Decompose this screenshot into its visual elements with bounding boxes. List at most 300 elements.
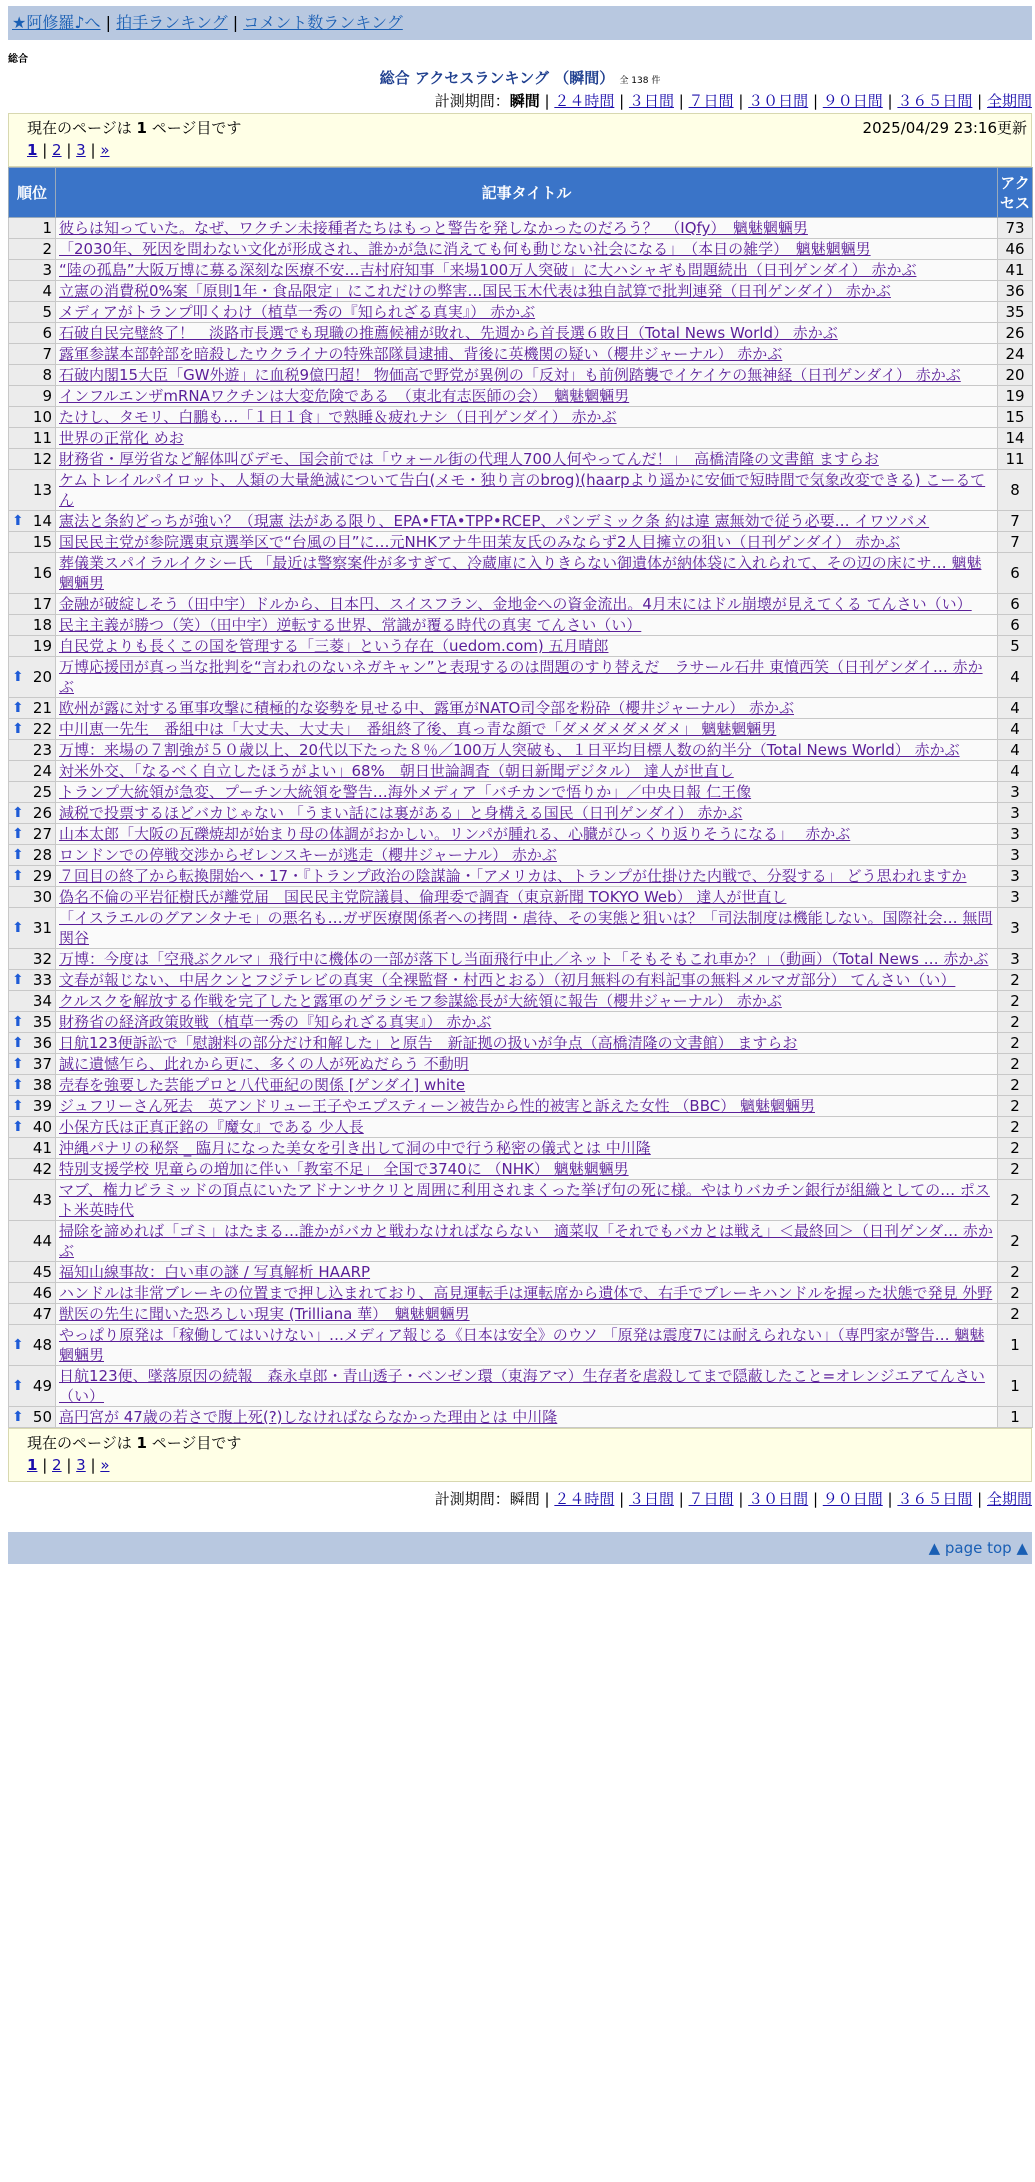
access-count: 2 — [998, 1221, 1033, 1262]
rank-cell — [9, 1366, 56, 1407]
rank-cell — [9, 657, 56, 698]
ranking-title-main: 総合 アクセスランキング （瞬間） — [379, 69, 615, 87]
article-link[interactable]: 露軍参謀本部幹部を暗殺したウクライナの特殊部隊員逮捕、背後に英機関の疑い（櫻井ジャーナル） 赤かぶ — [59, 345, 783, 363]
article-link[interactable]: 万博：来場の７割強が５０歳以上、20代以下たった８％／100万人突破も、１日平均目標人数の約半分（Total News World） 赤かぶ — [59, 741, 960, 759]
title-cell — [56, 740, 998, 761]
rank-cell — [9, 323, 56, 344]
home-link[interactable]: ★阿修羅♪へ — [12, 13, 101, 32]
rank-number: 10 — [32, 408, 52, 426]
period-link-6[interactable]: 全期間 — [986, 92, 1032, 110]
rank-number: 50 — [32, 1408, 52, 1426]
rank-number: 28 — [32, 846, 52, 864]
article-link[interactable]: マブ、権力ピラミッドの頂点にいたアドナンサクリと周囲に利用されまくった挙げ句の死に様。やはりバカチン銀行が組織としての… ポスト米英時代 — [59, 1181, 990, 1219]
rank-number: 14 — [32, 512, 52, 530]
article-link[interactable]: 日航123便、墜落原因の続報 森永卓郎・青山透子・ベンゼン環（東海アマ）生存者を虐殺してまで隠蔽したこと=オレンジエアてんさい（い） — [59, 1367, 985, 1405]
period-selector-bottom: 計測期間：瞬間 | ２４時間 | ３日間 | ７日間 | ３０日間 | ９０日間 | ３６５日間 | 全期間 — [434, 1490, 1032, 1508]
title-cell — [56, 866, 998, 887]
table-row — [9, 1117, 1033, 1138]
title-cell — [56, 323, 998, 344]
access-count: 36 — [998, 281, 1033, 302]
access-count: 2 — [998, 1138, 1033, 1159]
title-cell — [56, 615, 998, 636]
rank-up-icon: ⬆ — [12, 721, 24, 737]
col-count-header: アクセス — [998, 168, 1033, 218]
rank-cell — [9, 1221, 56, 1262]
rank-number: 47 — [32, 1305, 52, 1323]
rank-number: 12 — [32, 450, 52, 468]
table-row — [9, 1096, 1033, 1117]
page-info-bottom — [8, 1428, 1032, 1482]
article-link[interactable]: 掃除を諦めれば「ゴミ」はたまる…誰かがバカと戦わなければならない 適菜収「それでもバカとは戦え」＜最終回＞（日刊ゲンダ… 赤かぶ — [59, 1222, 993, 1260]
access-count: 19 — [998, 386, 1033, 407]
title-cell — [56, 1283, 998, 1304]
rank-cell — [9, 1283, 56, 1304]
article-link[interactable]: 石破内閣15大臣「GW外遊」に血税9億円超！ 物価高で野党が異例の「反対」も前例踏襲でイケイケの無神経（日刊ゲンダイ） 赤かぶ — [59, 366, 961, 384]
article-link[interactable]: クルスクを解放する作戦を完了したと露軍のゲラシモフ参謀総長が大統領に報告（櫻井ジャーナル） 赤かぶ — [59, 992, 782, 1010]
article-link[interactable]: 財務省・厚労省など解体叫びデモ、国会前では「ウォール街の代理人700人何やってんだ！」 高橋清隆の文書館 ますらお — [59, 450, 879, 468]
access-count: 6 — [998, 553, 1033, 594]
title-cell — [56, 1096, 998, 1117]
rank-number: 21 — [32, 699, 52, 717]
title-cell — [56, 281, 998, 302]
rank-cell — [9, 887, 56, 908]
article-link[interactable]: たけし、タモリ、白鵬も…「１日１食」で熟睡＆疲れナシ（日刊ゲンダイ） 赤かぶ — [59, 408, 617, 426]
page-status-num: 1 — [136, 1434, 147, 1452]
article-link[interactable]: 民主主義が勝つ（笑）（田中宇）逆転する世界、常識が覆る時代の真実 てんさい（い） — [59, 616, 642, 634]
page-link-2[interactable]: 2 — [52, 1456, 62, 1474]
page-top-link[interactable]: ▲ page top ▲ — [928, 1539, 1028, 1557]
access-count: 4 — [998, 761, 1033, 782]
access-count: 3 — [998, 949, 1033, 970]
page-next-link[interactable]: » — [100, 141, 110, 159]
article-link[interactable]: メディアがトランプ叩くわけ（植草一秀の『知られざる真実』） 赤かぶ — [59, 303, 536, 321]
rank-cell — [9, 1325, 56, 1366]
updated-time: 2025/04/29 23:16更新 — [862, 119, 1027, 137]
article-link[interactable]: 日航123便訴訟で「慰謝料の部分だけ和解した」と原告 新証拠の扱いが争点（高橋清隆の文書館） ますらお — [59, 1034, 798, 1052]
rank-number: 35 — [32, 1013, 52, 1031]
rank-cell — [9, 845, 56, 866]
rank-up-icon: ⬆ — [12, 1337, 24, 1353]
rank-number: 43 — [32, 1191, 52, 1209]
article-link[interactable]: 売春を強要した芸能プロと八代亜紀の関係 [ゲンダイ] white — [59, 1076, 466, 1094]
rank-number: 46 — [32, 1284, 52, 1302]
rank-cell — [9, 1033, 56, 1054]
period-link-4[interactable]: ９０日間 — [822, 92, 883, 110]
title-cell — [56, 407, 998, 428]
title-cell — [56, 824, 998, 845]
period-link-4[interactable]: ９０日間 — [822, 1490, 883, 1508]
rank-number: 36 — [32, 1034, 52, 1052]
rank-number: 44 — [32, 1232, 52, 1250]
period-link-2[interactable]: ７日間 — [688, 92, 734, 110]
clap-ranking-link[interactable]: 拍手ランキング — [116, 13, 228, 32]
article-link[interactable]: 減税で投票するほどバカじゃない 「うまい話には裏がある」と身構える国民（日刊ゲンダイ） 赤かぶ — [59, 804, 743, 822]
rank-up-icon: ⬆ — [12, 1077, 24, 1093]
ranking-body — [9, 218, 1033, 1428]
rank-cell — [9, 302, 56, 323]
article-link[interactable]: 特別支援学校 児童らの増加に伴い「教室不足」 全国で3740に （NHK） 魑魅魍魎男 — [59, 1160, 629, 1178]
access-count: 4 — [998, 698, 1033, 719]
rank-cell — [9, 386, 56, 407]
rank-cell — [9, 782, 56, 803]
access-count: 4 — [998, 657, 1033, 698]
access-count: 2 — [998, 1096, 1033, 1117]
title-cell — [56, 657, 998, 698]
title-cell — [56, 553, 998, 594]
rank-cell — [9, 970, 56, 991]
ranking-table — [8, 167, 1033, 1428]
rank-cell — [9, 365, 56, 386]
period-link-5[interactable]: ３６５日間 — [897, 92, 973, 110]
rank-number: 2 — [42, 240, 52, 258]
access-count: 3 — [998, 803, 1033, 824]
access-count: 11 — [998, 449, 1033, 470]
article-link[interactable]: 万博：今度は「空飛ぶクルマ」飛行中に機体の一部が落下し当面飛行中止／ネット「そもそもこれ車か？」（動画）（Total News … 赤かぶ — [59, 950, 989, 968]
period-current: 瞬間 — [509, 92, 540, 110]
rank-cell — [9, 1012, 56, 1033]
rank-up-icon: ⬆ — [12, 920, 24, 936]
period-link-5[interactable]: ３６５日間 — [897, 1490, 973, 1508]
rank-cell — [9, 1117, 56, 1138]
rank-number: 20 — [32, 668, 52, 686]
pagination: 1 | 2 | 3 | » — [27, 141, 110, 159]
title-cell — [56, 470, 998, 511]
article-link[interactable]: インフルエンザmRNAワクチンは大変危険である （東北有志医師の会） 魑魅魍魎男 — [59, 387, 630, 405]
page-status-post: ページ目です — [146, 1434, 242, 1452]
article-link[interactable]: 自民党よりも長くこの国を管理する「三菱」という存在（uedom.com) 五月晴郎 — [59, 637, 609, 655]
page-status-post: ページ目です — [146, 119, 242, 137]
title-cell — [56, 803, 998, 824]
period-link-3[interactable]: ３０日間 — [748, 1490, 809, 1508]
table-row — [9, 260, 1033, 281]
article-link[interactable]: 石破自民完璧終了！ 淡路市長選でも現職の推薦候補が敗れ、先週から首長選６敗目（Total News World） 赤かぶ — [59, 324, 838, 342]
access-count: 2 — [998, 1262, 1033, 1283]
period-link-0[interactable]: ２４時間 — [554, 1490, 615, 1508]
table-row — [9, 1180, 1033, 1221]
period-link-6[interactable]: 全期間 — [986, 1490, 1032, 1508]
rank-cell — [9, 719, 56, 740]
access-count: 2 — [998, 1012, 1033, 1033]
article-link[interactable]: ロンドンでの停戦交渉からゼレンスキーが逃走（櫻井ジャーナル） 赤かぶ — [59, 846, 557, 864]
table-row — [9, 386, 1033, 407]
table-row — [9, 594, 1033, 615]
access-count: 2 — [998, 1180, 1033, 1221]
table-row — [9, 1033, 1033, 1054]
article-link[interactable]: 欧州が露に対する軍事攻撃に積極的な姿勢を見せる中、露軍がNATO司令部を粉砕（櫻井ジャーナル） 赤かぶ — [59, 699, 795, 717]
table-row — [9, 636, 1033, 657]
access-count: 24 — [998, 344, 1033, 365]
access-count: 2 — [998, 1033, 1033, 1054]
article-link[interactable]: 文春が報じない、中居クンとフジテレビの真実（全裸監督・村西とおる）（初月無料の有料記事の無料メルマガ部分） てんさい（い） — [59, 971, 956, 989]
article-link[interactable]: 葬儀業スパイラルイクシー氏 「最近は警察案件が多すぎて、冷蔵庫に入りきらない御遺体が納体袋に入れられて、その辺の床にサ… 魑魅魍魎男 — [59, 554, 982, 592]
title-cell — [56, 782, 998, 803]
access-count: 35 — [998, 302, 1033, 323]
article-link[interactable]: ７回目の終了から転換開始へ・17・『トランプ政治の陰謀論・「アメリカは、トランプが仕掛けた内戦で、分裂する」 どう思われますか — [59, 867, 967, 885]
title-cell — [56, 949, 998, 970]
article-link[interactable]: 国民民主党が参院選東京選挙区で“台風の目”に…元NHKアナ牛田茉友氏のみならず2人目擁立の狙い（日刊ゲンダイ） 赤かぶ — [59, 533, 900, 551]
page-link-1[interactable]: 1 — [27, 1456, 38, 1474]
rank-number: 9 — [42, 387, 52, 405]
table-row — [9, 908, 1033, 949]
rank-number: 18 — [32, 616, 52, 634]
access-count: 2 — [998, 1117, 1033, 1138]
period-link-3[interactable]: ３０日間 — [748, 92, 809, 110]
article-link[interactable]: 小保方氏は正真正銘の『魔女』である 少人長 — [59, 1118, 364, 1136]
article-link[interactable]: ケムトレイルパイロット、人類の大量絶滅について告白(メモ・独り言のbrog)(haarpより遥かに安価で短時間で気象改変できる) こーるてん — [59, 471, 986, 509]
rank-up-icon: ⬆ — [12, 868, 24, 884]
title-cell — [56, 887, 998, 908]
rank-cell — [9, 740, 56, 761]
rank-number: 1 — [42, 219, 52, 237]
rank-cell — [9, 1304, 56, 1325]
article-link[interactable]: 獣医の先生に聞いた恐ろしい現実 (Trilliana 華） 魑魅魍魎男 — [59, 1305, 470, 1323]
rank-number: 26 — [32, 804, 52, 822]
title-cell — [56, 1325, 998, 1366]
rank-cell — [9, 803, 56, 824]
article-link[interactable]: ハンドルは非常ブレーキの位置まで押し込まれており、高見運転手は運転席から遺体で、右手でブレーキハンドルを握った状態で発見 外野 — [59, 1284, 993, 1302]
access-count: 26 — [998, 323, 1033, 344]
rank-cell — [9, 553, 56, 594]
page-link-1[interactable]: 1 — [27, 141, 38, 159]
rank-cell — [9, 470, 56, 511]
article-link[interactable]: トランプ大統領が急変、プーチン大統領を警告…海外メディア「バチカンで悟りか」／中央日報 仁王像 — [59, 783, 752, 801]
page-status-num: 1 — [136, 119, 147, 137]
table-row — [9, 1221, 1033, 1262]
article-link[interactable]: 高円宮が 47歳の若さで腹上死(?)しなければならなかった理由とは 中川隆 — [59, 1408, 558, 1426]
article-link[interactable]: やっぱり原発は「稼働してはいけない」…メディア報じる《日本は安全》のウソ 「原発は震度7には耐えられない」（専門家が警告… 魑魅魍魎男 — [59, 1326, 985, 1364]
table-row — [9, 1138, 1033, 1159]
rank-number: 37 — [32, 1055, 52, 1073]
ranking-title — [8, 67, 1032, 89]
rank-number: 33 — [32, 971, 52, 989]
title-cell — [56, 636, 998, 657]
table-row — [9, 803, 1033, 824]
rank-number: 30 — [32, 888, 52, 906]
title-cell — [56, 532, 998, 553]
period-link-1[interactable]: ３日間 — [628, 92, 674, 110]
rank-cell — [9, 281, 56, 302]
access-count: 2 — [998, 1054, 1033, 1075]
table-row — [9, 323, 1033, 344]
table-row — [9, 740, 1033, 761]
table-row — [9, 302, 1033, 323]
rank-number: 15 — [32, 533, 52, 551]
rank-number: 19 — [32, 637, 52, 655]
article-link[interactable]: “陸の孤島”大阪万博に募る深刻な医療不安…吉村府知事「来場100万人突破」に大ハシャギも問題続出（日刊ゲンダイ） 赤かぶ — [59, 261, 917, 279]
page — [8, 6, 1032, 1564]
access-count: 2 — [998, 1075, 1033, 1096]
title-cell — [56, 365, 998, 386]
table-row — [9, 761, 1033, 782]
rank-up-icon: ⬆ — [12, 847, 24, 863]
table-row — [9, 511, 1033, 532]
page-status — [27, 117, 241, 138]
access-count: 2 — [998, 1283, 1033, 1304]
nav-separator: | — [232, 13, 239, 32]
table-row — [9, 1366, 1033, 1407]
table-row — [9, 991, 1033, 1012]
title-cell — [56, 1221, 998, 1262]
pagination: 1 | 2 | 3 | » — [27, 1456, 110, 1474]
title-cell — [56, 908, 998, 949]
title-cell — [56, 1159, 998, 1180]
access-count: 41 — [998, 260, 1033, 281]
title-cell — [56, 239, 998, 260]
access-count: 4 — [998, 719, 1033, 740]
article-link[interactable]: 沖縄パナリの秘祭 _ 臨月になった美女を引き出して洞の中で行う秘密の儀式とは 中川隆 — [59, 1139, 651, 1157]
table-row — [9, 470, 1033, 511]
title-cell — [56, 218, 998, 239]
page-link-3[interactable]: 3 — [76, 141, 86, 159]
article-link[interactable]: ジュフリーさん死去 英アンドリュー王子やエプスティーン被告から性的被害と訴えた女性 （BBC） 魑魅魍魎男 — [59, 1097, 815, 1115]
table-row — [9, 1054, 1033, 1075]
rank-number: 11 — [32, 429, 52, 447]
rank-up-icon: ⬆ — [12, 972, 24, 988]
rank-number: 48 — [32, 1336, 52, 1354]
rank-number: 5 — [42, 303, 52, 321]
access-count: 73 — [998, 218, 1033, 239]
title-cell — [56, 761, 998, 782]
rank-cell — [9, 532, 56, 553]
table-row — [9, 239, 1033, 260]
title-cell — [56, 449, 998, 470]
rank-number: 42 — [32, 1160, 52, 1178]
rank-cell — [9, 344, 56, 365]
page-link-3[interactable]: 3 — [76, 1456, 86, 1474]
access-count: 3 — [998, 866, 1033, 887]
rank-number: 13 — [32, 481, 52, 499]
title-cell — [56, 1012, 998, 1033]
rank-number: 29 — [32, 867, 52, 885]
table-row — [9, 719, 1033, 740]
rank-cell — [9, 1262, 56, 1283]
article-link[interactable]: 「イスラエルのグアンタナモ」の悪名も…ガザ医療関係者への拷問・虐待、その実態と狙いは？「司法制度は機能しない。国際社会… 無問関谷 — [59, 909, 993, 947]
title-cell — [56, 344, 998, 365]
rank-cell — [9, 1180, 56, 1221]
article-link[interactable]: 立憲の消費税0%案「原則1年・食品限定」にこれだけの弊害…国民玉木代表は独自試算で批判連発（日刊ゲンダイ） 赤かぶ — [59, 282, 891, 300]
page-next-link[interactable]: » — [100, 1456, 110, 1474]
rank-number: 31 — [32, 919, 52, 937]
title-cell — [56, 698, 998, 719]
table-row — [9, 553, 1033, 594]
access-count: 6 — [998, 594, 1033, 615]
article-link[interactable]: 「2030年、死因を問わない文化が形成され、誰かが急に消えても何も動じない社会になる」 （本日の雑学） 魑魅魍魎男 — [59, 240, 871, 258]
rank-up-icon: ⬆ — [12, 700, 24, 716]
rank-up-icon: ⬆ — [12, 1378, 24, 1394]
title-cell — [56, 1366, 998, 1407]
col-title-header: 記事タイトル — [56, 168, 998, 218]
rank-number: 17 — [32, 595, 52, 613]
table-row — [9, 698, 1033, 719]
access-count: 8 — [998, 470, 1033, 511]
nav-separator: | — [105, 13, 112, 32]
access-count: 3 — [998, 845, 1033, 866]
title-cell — [56, 1138, 998, 1159]
access-count: 5 — [998, 636, 1033, 657]
rank-number: 41 — [32, 1139, 52, 1157]
rank-cell — [9, 615, 56, 636]
title-cell — [56, 1304, 998, 1325]
article-link[interactable]: 万博応援団が真っ当な批判を“言われのないネガキャン”と表現するのは問題のすり替えだ ラサール石井 東憤西笑（日刊ゲンダイ… 赤かぶ — [59, 658, 983, 696]
table-row — [9, 1407, 1033, 1428]
rank-number: 25 — [32, 783, 52, 801]
access-count: 3 — [998, 908, 1033, 949]
article-link[interactable]: 福知山線事故：白い車の謎 / 写真解析 HAARP — [59, 1263, 371, 1281]
article-link[interactable]: 中川恵一先生 番組中は「大丈夫、大丈夫」 番組終了後、真っ青な顔で「ダメダメダメダメ」 魑魅魍魎男 — [59, 720, 777, 738]
top-nav — [8, 6, 1032, 40]
article-link[interactable]: 誠に遺憾乍ら、此れから更に、多くの人が死ぬだらう 不動明 — [59, 1055, 469, 1073]
rank-cell — [9, 866, 56, 887]
article-link[interactable]: 世界の正常化 めお — [59, 429, 184, 447]
table-row — [9, 866, 1033, 887]
access-count: 3 — [998, 824, 1033, 845]
access-count: 3 — [998, 782, 1033, 803]
article-link[interactable]: 対米外交、「なるべく自立したほうがよい」68% 朝日世論調査（朝日新聞デジタル） 達人が世直し — [59, 762, 734, 780]
rank-up-icon: ⬆ — [12, 805, 24, 821]
title-cell — [56, 511, 998, 532]
article-link[interactable]: 偽名不倫の平岩征樹氏が離党届 国民民主党院議員、倫理委で調査（東京新聞 TOKYO Web） 達人が世直し — [59, 888, 787, 906]
article-link[interactable]: 財務省の経済政策敗戦（植草一秀の『知られざる真実』） 赤かぶ — [59, 1013, 492, 1031]
table-row — [9, 532, 1033, 553]
table-row — [9, 1304, 1033, 1325]
access-count: 14 — [998, 428, 1033, 449]
ranking-count: 全 138 件 — [619, 76, 661, 86]
title-cell — [56, 970, 998, 991]
article-link[interactable]: 彼らは知っていた。なぜ、ワクチン未接種者たちはもっと警告を発しなかったのだろう？ （IQfy） 魑魅魍魎男 — [59, 219, 808, 237]
rank-number: 4 — [42, 282, 52, 300]
table-row — [9, 1012, 1033, 1033]
table-row — [9, 845, 1033, 866]
access-count: 4 — [998, 740, 1033, 761]
title-cell — [56, 1033, 998, 1054]
table-row — [9, 281, 1033, 302]
rank-cell — [9, 511, 56, 532]
rank-cell — [9, 1054, 56, 1075]
rank-up-icon: ⬆ — [12, 1119, 24, 1135]
table-row — [9, 449, 1033, 470]
rank-number: 40 — [32, 1118, 52, 1136]
table-row — [9, 218, 1033, 239]
article-link[interactable]: 憲法と条約どっちが強い？（現憲 法がある限り、EPA•FTA•TPP•RCEP、パンデミック条 約は違 憲無効で従う必要… イワツバメ — [59, 512, 930, 530]
article-link[interactable]: 山本太郎「大阪の瓦礫焼却が始まり母の体調がおかしい。リンパが腫れる、心臓がひっくり返りそうになる」 赤かぶ — [59, 825, 851, 843]
access-count: 2 — [998, 991, 1033, 1012]
access-count: 1 — [998, 1325, 1033, 1366]
rank-number: 32 — [32, 950, 52, 968]
rank-cell — [9, 1159, 56, 1180]
page-info-top — [8, 113, 1032, 167]
period-link-0[interactable]: ２４時間 — [554, 92, 615, 110]
comment-ranking-link[interactable]: コメント数ランキング — [243, 13, 403, 32]
title-cell — [56, 594, 998, 615]
rank-number: 39 — [32, 1097, 52, 1115]
table-row — [9, 657, 1033, 698]
rank-cell — [9, 949, 56, 970]
access-count: 6 — [998, 615, 1033, 636]
rank-number: 8 — [42, 366, 52, 384]
page-status — [27, 1432, 241, 1453]
rank-number: 23 — [32, 741, 52, 759]
table-row — [9, 970, 1033, 991]
period-link-2[interactable]: ７日間 — [688, 1490, 734, 1508]
article-link[interactable]: 金融が破綻しそう（田中宇）ドルから、日本円、スイスフラン、金地金への資金流出。4月末にはドル崩壊が見えてくる てんさい（い） — [59, 595, 972, 613]
page-link-2[interactable]: 2 — [52, 141, 62, 159]
bottom-bar — [8, 1532, 1032, 1564]
rank-cell — [9, 239, 56, 260]
period-link-1[interactable]: ３日間 — [628, 1490, 674, 1508]
access-count: 7 — [998, 532, 1033, 553]
page-status-pre: 現在のページは — [27, 119, 137, 137]
rank-cell — [9, 407, 56, 428]
